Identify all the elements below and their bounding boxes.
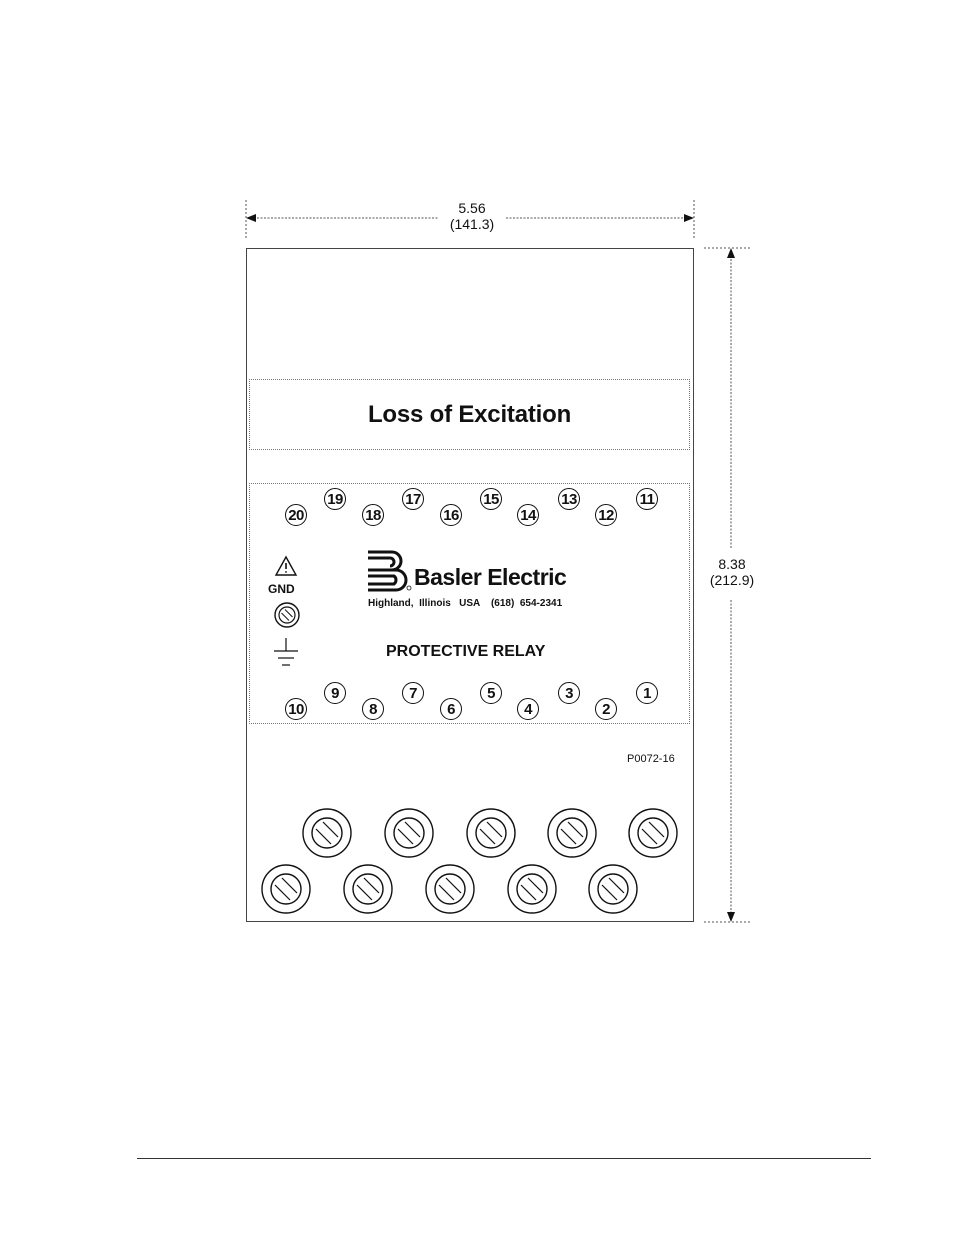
height-inches: 8.38 — [718, 556, 746, 572]
terminal-screw-icon — [262, 865, 310, 913]
terminal-screw-icon — [467, 809, 515, 857]
terminal-label: 12 — [595, 504, 617, 526]
terminal-label: 9 — [324, 682, 346, 704]
ground-screw-icon — [273, 601, 301, 629]
terminal-label: 18 — [362, 504, 384, 526]
terminal-screw-icon — [303, 809, 351, 857]
basler-logo-icon — [366, 549, 414, 593]
terminal-screw-icon — [629, 809, 677, 857]
brand-address: Highland, Illinois USA (618) 654-2341 — [368, 598, 563, 609]
terminal-label: 4 — [517, 698, 539, 720]
terminal-label: 2 — [595, 698, 617, 720]
terminal-label: 14 — [517, 504, 539, 526]
ground-symbol-icon — [272, 636, 300, 668]
terminal-label: 15 — [480, 488, 502, 510]
width-mm: (141.3) — [449, 216, 495, 232]
terminal-label: 6 — [440, 698, 462, 720]
terminal-label: 8 — [362, 698, 384, 720]
terminal-label: 13 — [558, 488, 580, 510]
terminal-label: 11 — [636, 488, 658, 510]
terminal-screw-icon — [508, 865, 556, 913]
terminal-screw-icon — [344, 865, 392, 913]
gnd-label: GND — [268, 582, 295, 596]
terminal-label: 5 — [480, 682, 502, 704]
terminal-label: 10 — [285, 698, 307, 720]
height-dimension — [703, 556, 761, 588]
brand-name: Basler Electric — [414, 564, 567, 590]
terminal-label: 1 — [636, 682, 658, 704]
terminal-label: 3 — [558, 682, 580, 704]
width-dimension — [440, 200, 504, 232]
terminal-screw-icon — [426, 865, 474, 913]
terminal-label: 19 — [324, 488, 346, 510]
terminal-screw-icon — [548, 809, 596, 857]
footer-rule — [137, 1158, 871, 1159]
terminal-label: 17 — [402, 488, 424, 510]
relay-title: Loss of Excitation — [367, 400, 572, 428]
warning-triangle-icon — [274, 555, 298, 577]
terminal-label: 7 — [402, 682, 424, 704]
terminal-screw-icon — [589, 865, 637, 913]
terminal-screw-block — [246, 795, 694, 925]
width-inches: 5.56 — [458, 200, 486, 216]
terminal-screw-icon — [385, 809, 433, 857]
terminal-label: 20 — [285, 504, 307, 526]
terminal-label: 16 — [440, 504, 462, 526]
part-number: P0072-16 — [627, 753, 675, 765]
relay-type-label: PROTECTIVE RELAY — [386, 643, 546, 660]
height-mm: (212.9) — [709, 572, 755, 588]
